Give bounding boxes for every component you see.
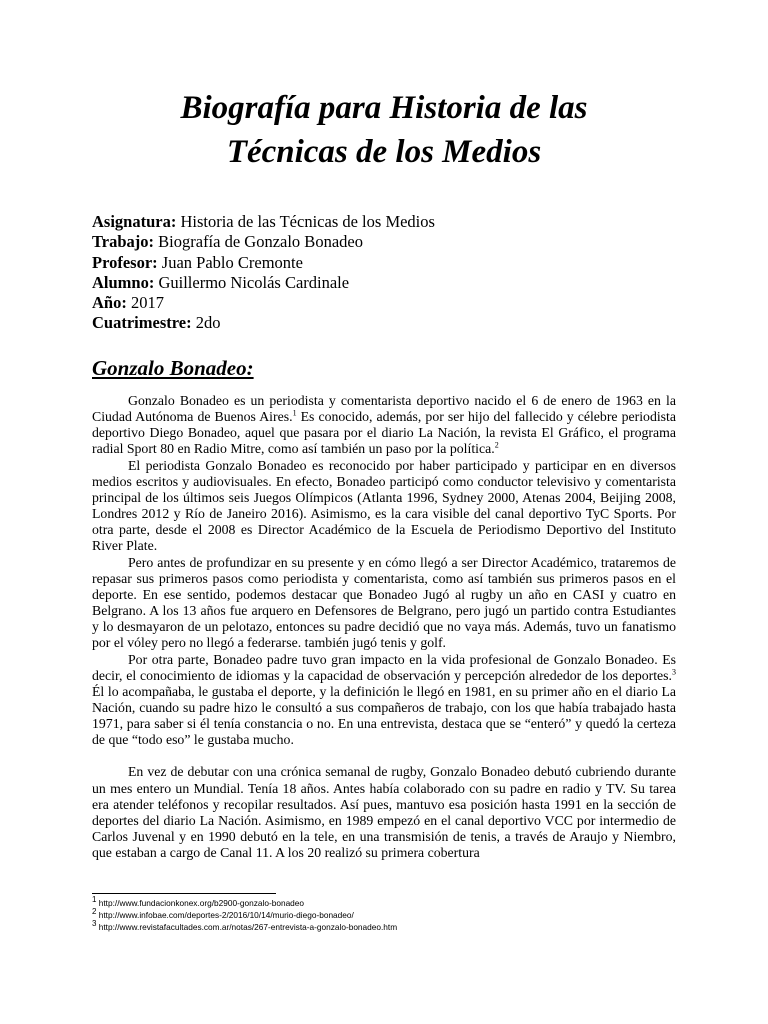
footnote-link[interactable]: http://www.infobae.com/deportes-2/2016/10/14/murio-diego-bonadeo/ <box>96 910 354 920</box>
paragraph-text: Es conocido, además, por ser hijo del fallecido y célebre periodista deportivo Diego Bonadeo, aquel que pasara por el diario La Nación, la revista El Gráfico, el programa radial Sport 80 en Radio Mitre, como así también un paso por la política. <box>92 409 677 457</box>
footnote-ref-1[interactable]: 1 <box>292 408 297 418</box>
meta-row-asignatura <box>92 212 692 232</box>
meta-row-cuatrimestre <box>92 313 692 333</box>
meta-value: Guillermo Nicolás Cardinale <box>158 272 350 292</box>
body-text <box>92 393 676 861</box>
paragraph-5: En vez de debutar con una crónica semanal de rugby, Gonzalo Bonadeo debutó cubriendo durante un mes entero un Mundial. Tenía 18 años. Antes había colaborado con su padre en radio y TV. Su tarea era atender teléfonos y recopilar resultados. Así pues, mantuvo esa posición hasta 1991 en la sección de deportes del diario La Nación. Asimismo, en 1989 empezó en el canal deportivo VCC por intermedio de Carlos Juvenal y en 1990 debutó en la tele, en una transmisión de tenis, a través de Araujo y Niembro, que estaban a cargo de Canal 11. A los 20 realizó su primera cobertura <box>92 764 676 861</box>
meta-label: Profesor: <box>92 252 158 272</box>
meta-label: Asignatura: <box>92 212 177 231</box>
meta-label: Trabajo: <box>92 232 155 252</box>
footnote-number: 1 <box>92 895 97 905</box>
meta-label: Alumno: <box>92 272 155 292</box>
meta-value: Biografía de Gonzalo Bonadeo <box>158 232 363 252</box>
meta-row-trabajo <box>92 232 692 252</box>
paragraph-text: Por otra parte, Bonadeo padre tuvo gran impacto en la vida profesional de Gonzalo Bonadeo. Es decir, el conocimiento de idiomas y la capacidad de observación y percepción alrededor de los deportes. <box>92 651 676 683</box>
document-title <box>60 86 708 174</box>
title-line-2: Técnicas de los Medios <box>226 134 542 170</box>
footnote-number: 3 <box>92 919 97 929</box>
meta-row-profesor <box>92 253 692 273</box>
paragraph-text: Gonzalo Bonadeo es un periodista y comentarista deportivo nacido el 6 de enero de 1963 en la Ciudad Autónoma de Buenos Aires. <box>92 393 676 425</box>
section-heading: Gonzalo Bonadeo: <box>92 356 254 380</box>
paragraph-text: Él lo acompañaba, le gustaba el deporte, y la definición le llegó en 1981, en su primer año en el diario La Nación, cuando su padre hizo le consultó a sus compañeros de trabajo, con los que había trabajado hasta 1971, para saber si él tenía constancia o no. En una entrevista, destaca que se “enteró” y quedó la certeza de que “todo eso” le gustaba mucho. <box>92 683 676 748</box>
paragraph-2: El periodista Gonzalo Bonadeo es reconocido por haber participado y participar en en diversos medios escritos y audiovisuales. En efecto, Bonadeo participó como conductor televisivo y comentarista principal de los últimos seis Juegos Olímpicos (Atlanta 1996, Sydney 2000, Atenas 2004, Beijing 2008, Londres 2012 y Río de Janeiro 2016). Asimismo, es la cara visible del canal deportivo TyC Sports. Por otra parte, desde el 2008 es Director Académico de la Escuela de Periodismo Deportivo del Instituto River Plate. <box>92 457 676 554</box>
footnote-1 <box>92 897 676 909</box>
paragraph-1 <box>92 393 676 458</box>
footnote-link[interactable]: http://www.fundacionkonex.org/b2900-gonzalo-bonadeo <box>96 898 305 908</box>
footnote-link[interactable]: http://www.revistafacultades.com.ar/notas/267-entrevista-a-gonzalo-bonadeo.htm <box>96 922 398 932</box>
footnote-3 <box>92 921 676 933</box>
meta-row-alumno <box>92 273 692 293</box>
meta-label: Año: <box>92 293 127 313</box>
meta-value: Historia de las Técnicas de los Medios <box>180 212 435 231</box>
footnote-number: 2 <box>92 907 97 917</box>
footnote-separator <box>92 893 276 894</box>
footnote-ref-2[interactable]: 2 <box>494 440 499 450</box>
footnotes <box>92 897 676 933</box>
meta-value: 2017 <box>130 293 164 313</box>
footnote-ref-3[interactable]: 3 <box>672 667 676 677</box>
meta-value: 2do <box>195 313 221 333</box>
footnote-2 <box>92 909 676 921</box>
paragraph-3: Pero antes de profundizar en su presente y en cómo llegó a ser Director Académico, trataremos de repasar sus primeros pasos como periodista y comentarista, como así también sus primeros pasos en el deporte. En ese sentido, podemos destacar que Bonadeo Jugó al rugby un año en CASI y cuatro en Belgrano. A los 13 años fue arquero en Defensores de Belgrano, pero jugó un partido contra Estudiantes y lo desmayaron de un pelotazo, entonces su padre decidió que no vaya más. Además, tuvo un fanatismo por el vóley pero no llegó a federarse. también jugó tenis y golf. <box>92 554 676 651</box>
title-line-1: Biografía para Historia de las <box>180 90 588 126</box>
paragraph-4 <box>92 652 676 749</box>
meta-label: Cuatrimestre: <box>92 313 192 333</box>
metadata-block <box>92 212 692 334</box>
meta-row-anio <box>92 293 692 313</box>
meta-value: Juan Pablo Cremonte <box>161 252 303 272</box>
